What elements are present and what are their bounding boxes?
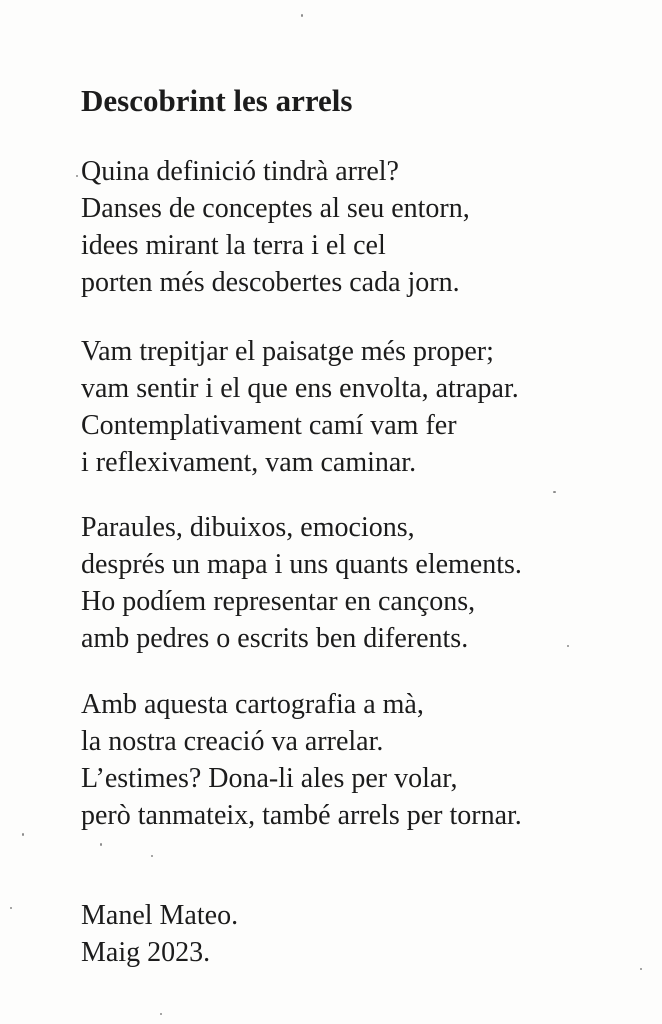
stanza-2-line-3: Contemplativament camí vam fer [81, 410, 457, 441]
scan-speck [553, 491, 556, 493]
poem-title: Descobrint les arrels [81, 83, 353, 118]
stanza-1 [81, 153, 470, 301]
stanza-4-line-1: Amb aquesta cartografia a mà, [81, 689, 424, 720]
stanza-3 [81, 509, 522, 657]
stanza-1-line-3: idees mirant la terra i el cel [81, 230, 386, 261]
signature-block [81, 897, 238, 971]
scan-speck [301, 14, 303, 17]
scan-speck [10, 907, 12, 909]
scan-speck [640, 968, 642, 970]
stanza-1-line-4: porten més descobertes cada jorn. [81, 267, 460, 298]
stanza-2 [81, 333, 519, 481]
stanza-3-line-1: Paraules, dibuixos, emocions, [81, 512, 415, 543]
stanza-2-line-1: Vam trepitjar el paisatge més proper; [81, 336, 494, 367]
scan-speck [567, 645, 569, 647]
scan-speck [22, 833, 24, 836]
stanza-4 [81, 686, 522, 834]
stanza-1-line-1: Quina definició tindrà arrel? [81, 156, 399, 187]
author-name: Manel Mateo. [81, 900, 239, 931]
scan-speck [160, 1013, 162, 1015]
stanza-1-line-2: Danses de conceptes al seu entorn, [81, 193, 470, 224]
stanza-4-line-4: però tanmateix, també arrels per tornar. [81, 800, 522, 831]
stanza-2-line-4: i reflexivament, vam caminar. [81, 447, 417, 478]
date-line: Maig 2023. [81, 937, 211, 968]
stanza-4-line-3: L’estimes? Dona-li ales per volar, [81, 763, 458, 794]
scan-speck [151, 855, 153, 857]
stanza-4-line-2: la nostra creació va arrelar. [81, 726, 384, 757]
stanza-3-line-3: Ho podíem representar en cançons, [81, 586, 476, 617]
scan-speck [100, 843, 102, 846]
stanza-3-line-2: després un mapa i uns quants elements. [81, 549, 522, 580]
stanza-3-line-4: amb pedres o escrits ben diferents. [81, 623, 469, 654]
scan-speck [76, 175, 78, 177]
stanza-2-line-2: vam sentir i el que ens envolta, atrapar. [81, 373, 519, 404]
